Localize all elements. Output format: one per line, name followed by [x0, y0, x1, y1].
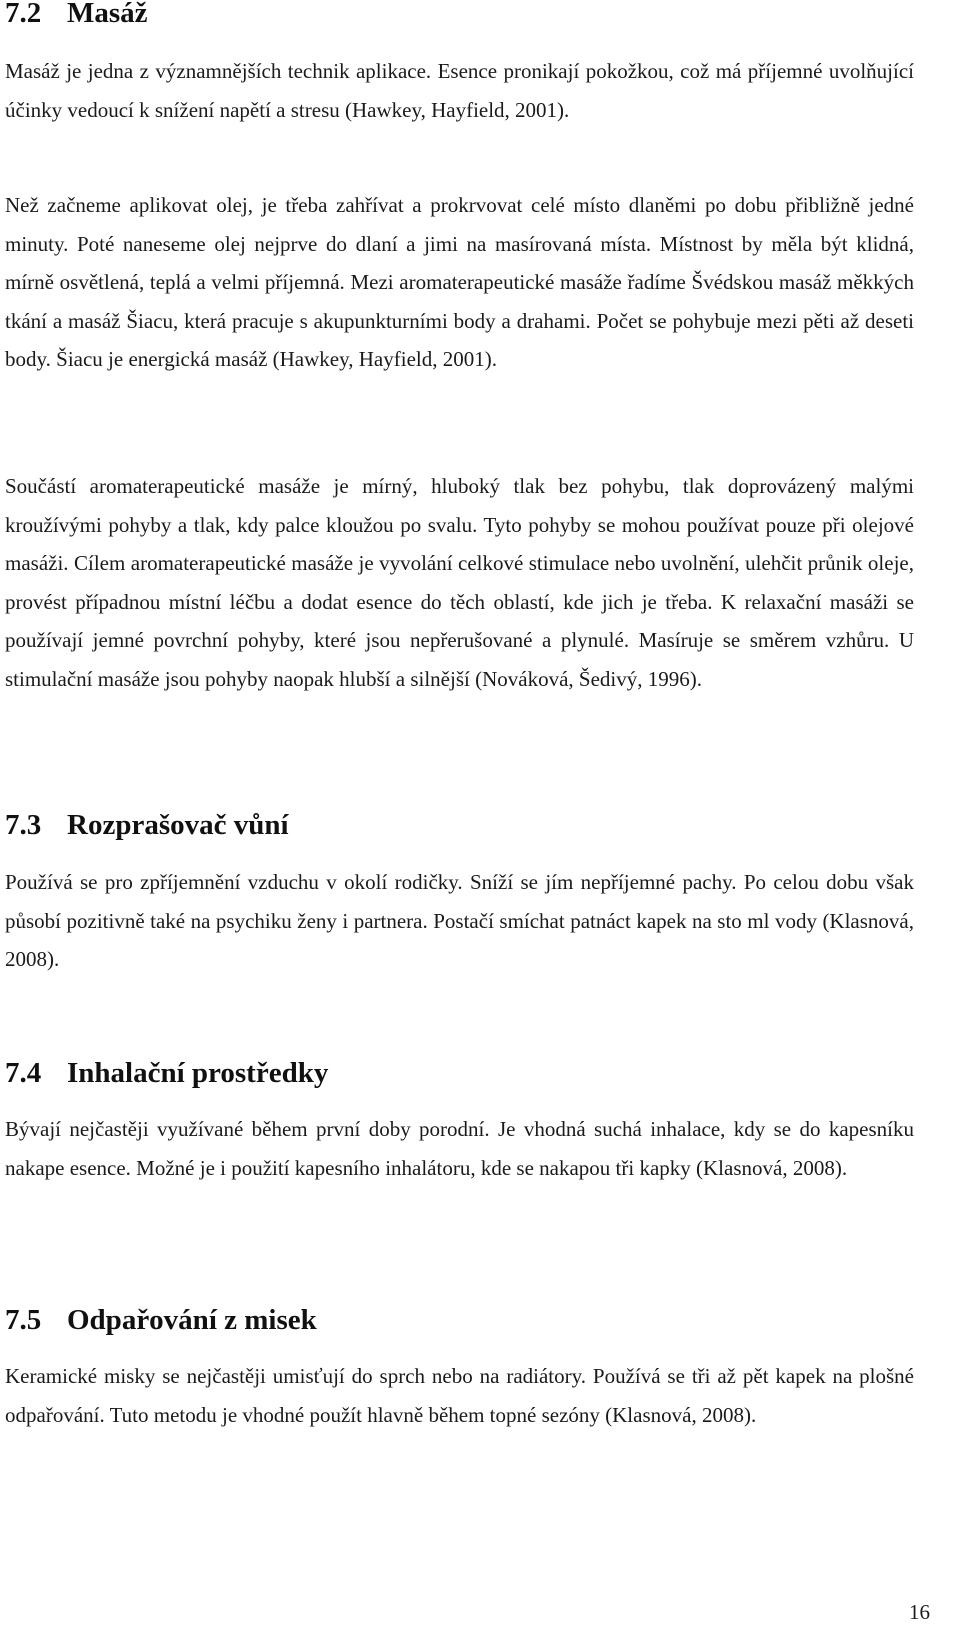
- paragraph-inhalation: Bývají nejčastěji využívané během první doby porodní. Je vhodná suchá inhalace, kdy se do kapesníku nakape esence. Možné je i použití kapesního inhalátoru, kde se nakapou tři kapky (Klasnová, 2008).: [5, 1117, 914, 1180]
- section-title: Rozprašovač vůní: [67, 809, 289, 841]
- section-number: 7.3: [5, 809, 42, 841]
- page-number: 16: [909, 1600, 930, 1624]
- section-number: 7.4: [5, 1057, 42, 1089]
- section-number: 7.5: [5, 1304, 42, 1336]
- paragraph-evaporation: Keramické misky se nejčastěji umisťují do sprch nebo na radiátory. Používá se tři až pět kapek na plošné odpařování. Tuto metodu je vhodné použít hlavně během topné sezóny (Klasnová, 2008).: [5, 1364, 914, 1427]
- section-heading-7-3: [5, 808, 289, 842]
- paragraph-diffuser: Používá se pro zpříjemnění vzduchu v okolí rodičky. Sníží se jím nepříjemné pachy. Po celou dobu však působí pozitivně také na psychiku ženy i partnera. Postačí smíchat patnáct kapek na sto ml vody (Klasnová, 2008).: [5, 870, 914, 972]
- section-number: 7.2: [5, 0, 42, 29]
- section-heading-7-4: [5, 1056, 328, 1090]
- section-heading-7-5: [5, 1303, 317, 1337]
- paragraph-massage-intro: Masáž je jedna z významnějších technik aplikace. Esence pronikají pokožkou, což má příjemné uvolňující účinky vedoucí k snížení napětí a stresu (Hawkey, Hayfield, 2001).: [5, 59, 914, 122]
- section-title: Odpařování z misek: [67, 1304, 317, 1336]
- section-title: Masáž: [67, 0, 148, 29]
- section-title: Inhalační prostředky: [67, 1057, 329, 1089]
- paragraph-massage-procedure: Než začneme aplikovat olej, je třeba zahřívat a prokrvovat celé místo dlaněmi po dobu přibližně jedné minuty. Poté naneseme olej nejprve do dlaní a jimi na masírovaná místa. Místnost by měla být klidná, mírně osvětlená, teplá a velmi příjemná. Mezi aromaterapeutické masáže řadíme Švédskou masáž měkkých tkání a masáž Šiacu, která pracuje s akupunkturními body a drahami. Počet se pohybuje mezi pěti až deseti body. Šiacu je energická masáž (Hawkey, Hayfield, 2001).: [5, 193, 914, 372]
- section-heading-7-2: [5, 0, 148, 30]
- paragraph-massage-technique: Součástí aromaterapeutické masáže je mírný, hluboký tlak bez pohybu, tlak doprovázený malými kroužívými pohyby a tlak, kdy palce kloužou po svalu. Tyto pohyby se mohou používat pouze při olejové masáži. Cílem aromaterapeutické masáže je vyvolání celkové stimulace nebo uvolnění, ulehčit průnik oleje, provést případnou místní léčbu a dodat esence do těch oblastí, kde jich je třeba. K relaxační masáži se používají jemné povrchní pohyby, které jsou nepřerušované a plynulé. Masíruje se směrem vzhůru. U stimulační masáže jsou pohyby naopak hlubší a silnější (Nováková, Šedivý, 1996).: [5, 474, 914, 691]
